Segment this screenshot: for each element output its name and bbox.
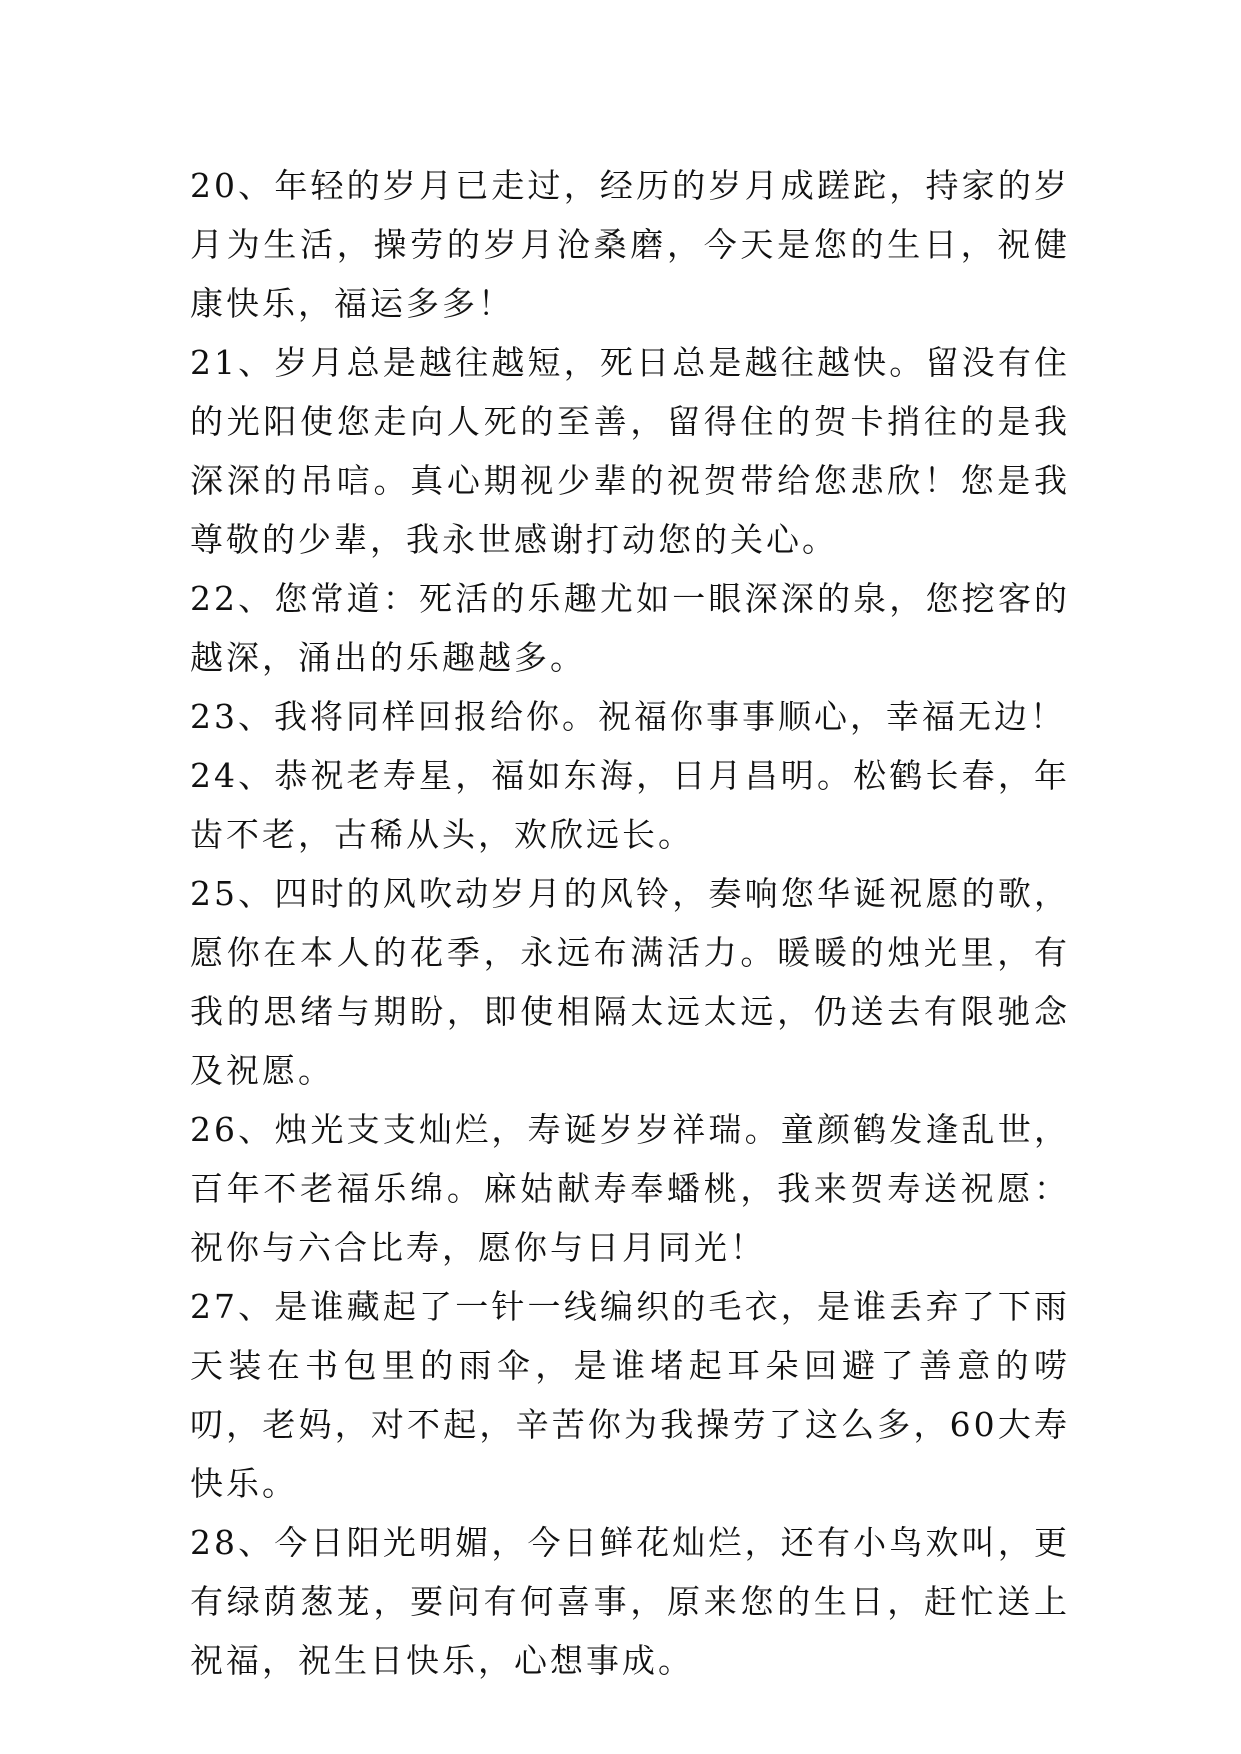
paragraph-23: 23、我将同样回报给你。祝福你事事顺心，幸福无边！	[190, 697, 1066, 736]
paragraph-25: 25、四时的风吹动岁月的风铃，奏响您华诞祝愿的歌，愿你在本人的花季，永远布满活力。暖暖的烛光里，有我的思绪与期盼，即使相隔太远太远，仍送去有限驰念及祝愿。	[190, 874, 1070, 1090]
paragraph-28: 28、今日阳光明媚，今日鲜花灿烂，还有小鸟欢叫，更有绿荫葱茏，要问有何喜事，原来您的生日，赶忙送上祝福，祝生日快乐，心想事成。	[190, 1523, 1070, 1680]
paragraph-20: 20、年轻的岁月已走过，经历的岁月成蹉跎，持家的岁月为生活，操劳的岁月沧桑磨，今天是您的生日，祝健康快乐，福运多多！	[190, 166, 1070, 323]
paragraph-21: 21、岁月总是越往越短，死日总是越往越快。留没有住的光阳使您走向人死的至善，留得住的贺卡捎往的是我深深的吊唁。真心期视少辈的祝贺带给您悲欣！您是我尊敬的少辈，我永世感谢打动您的关心。	[190, 343, 1070, 559]
paragraph-24: 24、恭祝老寿星，福如东海，日月昌明。松鹤长春，年齿不老，古稀从头，欢欣远长。	[190, 756, 1070, 854]
document-body	[190, 156, 1070, 1690]
paragraph-27: 27、是谁藏起了一针一线编织的毛衣，是谁丢弃了下雨天装在书包里的雨伞，是谁堵起耳朵回避了善意的唠叨，老妈，对不起，辛苦你为我操劳了这么多，60大寿快乐。	[190, 1287, 1070, 1503]
paragraph-22: 22、您常道：死活的乐趣尤如一眼深深的泉，您挖客的越深，涌出的乐趣越多。	[190, 579, 1070, 677]
paragraph-26: 26、烛光支支灿烂，寿诞岁岁祥瑞。童颜鹤发逢乱世，百年不老福乐绵。麻姑献寿奉蟠桃，我来贺寿送祝愿：祝你与六合比寿，愿你与日月同光！	[190, 1110, 1070, 1267]
